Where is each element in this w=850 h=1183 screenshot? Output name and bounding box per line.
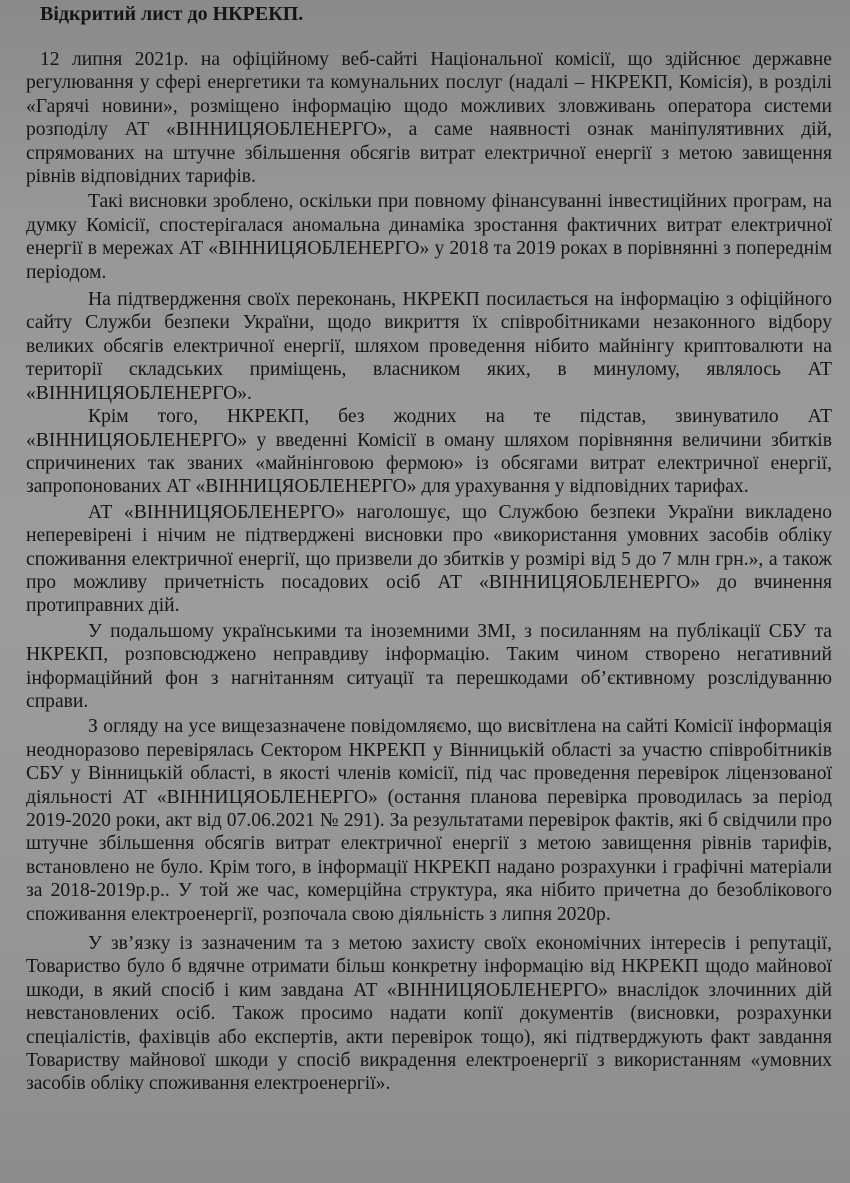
paragraph-4: Крім того, НКРЕКП, без жодних на те підстав, звинуватило АТ «ВІННИЦЯОБЛЕНЕРГО» у введенні Комісії в оману шляхом порівняння величини збитків спричинених так званих «майнінговою фермою» із обсягами витрат електричної енергії, запропонованих АТ «ВІННИЦЯОБЛЕНЕРГО» для урахування у відповідних тарифах. xyxy=(26,406,832,498)
paragraph-7: З огляду на усе вищезазначене повідомляємо, що висвітлена на сайті Комісії інформація неодноразово перевірялась Сектором НКРЕКП у Вінницькій області за участю співробітників СБУ у Вінницькій області, в якості членів комісії, під час проведення перевірок ліцензованої діяльності АТ «ВІННИЦЯОБЛЕНЕРГО» (остання планова перевірка проводилась за період 2019-2020 роки, акт від 07.06.2021 № 291). За результатами перевірок фактів, які б свідчили про штучне збільшення обсягів витрат електричної енергії з метою завищення рівнів тарифів, встановлено не було. Крім того, в інформації НКРЕКП надано розрахунки і графічні матеріали за 2018-2019р.р.. У той же час, комерційна структура, яка нібито причетна до безоблікового споживання електроенергії, розпочала свою діяльність з липня 2020р. xyxy=(26,716,832,925)
paragraph-1: 12 липня 2021р. на офіційному веб-сайті Національної комісії, що здійснює державне регулювання у сфері енергетики та комунальних послуг (надалі – НКРЕКП, Комісія), в розділі «Гарячі новини», розміщено інформацію щодо можливих зловживань оператора системи розподілу АТ «ВІННИЦЯОБЛЕНЕРГО», а саме наявності ознак маніпулятивних дій, спрямованих на штучне збільшення обсягів витрат електричної енергії з метою завищення рівнів відповідних тарифів. xyxy=(26,49,832,188)
paragraph-3: На підтвердження своїх переконань, НКРЕКП посилається на інформацію з офіційного сайту Служби безпеки України, щодо викриття їх співробітниками незаконного відбору великих обсягів електричної енергії, шляхом проведення нібито майнінгу криптовалюти на території складських приміщень, власником яких, в минулому, являлось АТ «ВІННИЦЯОБЛЕНЕРГО». xyxy=(26,289,832,404)
paragraph-5: АТ «ВІННИЦЯОБЛЕНЕРГО» наголошує, що Службою безпеки України викладено неперевірені і нічим не підтверджені висновки про «використання умовних засобів обліку споживання електричної енергії, що призвели до збитків у розмірі від 5 до 7 млн грн.», а також про можливу причетність посадових осіб АТ «ВІННИЦЯОБЛЕНЕРГО» до вчинення протиправних дій. xyxy=(26,501,832,617)
paragraph-6: У подальшому українськими та іноземними ЗМІ, з посиланням на публікації СБУ та НКРЕКП, розповсюджено неправдиву інформацію. Таким чином створено негативний інформаційний фон з нагнітанням ситуації та перешкодами об’єктивному розслідуванню справи. xyxy=(26,620,832,712)
paragraph-2: Такі висновки зроблено, оскільки при повному фінансуванні інвестиційних програм, на думку Комісії, спостерігалася аномальна динаміка зростання фактичних витрат електричної енергії в мережах АТ «ВІННИЦЯОБЛЕНЕРГО» у 2018 та 2019 роках в порівнянні з попереднім періодом. xyxy=(26,191,832,283)
document-title: Відкритий лист до НКРЕКП. xyxy=(40,3,304,25)
paragraph-8: У зв’язку із зазначеним та з метою захисту своїх економічних інтересів і репутації, Товариство було б вдячне отримати більш конкретну інформацію від НКРЕКП щодо майнової шкоди, в який спосіб і ким завдана АТ «ВІННИЦЯОБЛЕНЕРГО» внаслідок злочинних дій невстановлених осіб. Також просимо надати копії документів (висновки, розрахунки спеціалістів, фахівців або експертів, акти перевірок тощо), які підтверджують факт завдання Товариству майнової шкоди у спосіб викрадення електроенергії з використанням «умовних засобів обліку споживання електроенергії». xyxy=(26,933,832,1095)
